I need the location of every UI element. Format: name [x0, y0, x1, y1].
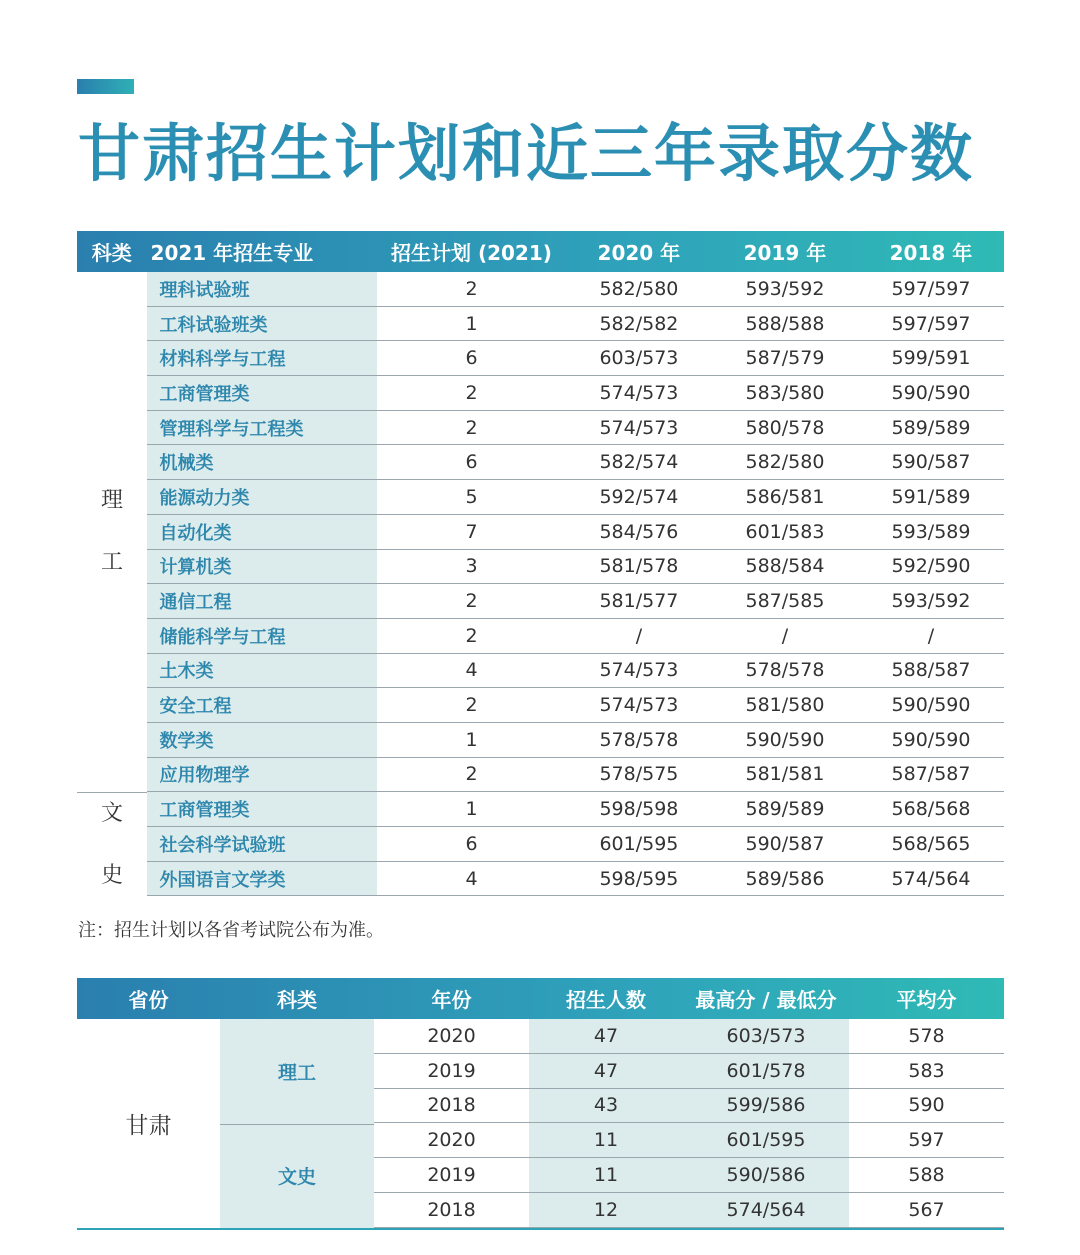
category-char: 理 [100, 488, 123, 514]
table-row [77, 445, 1004, 480]
table-row [77, 272, 1004, 307]
major-cell: 外国语言文学类 [147, 862, 378, 896]
plan-cell: 1 [465, 312, 478, 335]
major-cell: 管理科学与工程类 [147, 411, 378, 445]
score-2019-cell: 589/586 [745, 867, 825, 890]
page-title: 甘肃招生计划和近三年录取分数 [78, 117, 975, 190]
table-rows [374, 1019, 1004, 1228]
table-bottom-rule [77, 1228, 1004, 1230]
average-cell: 597 [908, 1129, 945, 1152]
major-cell: 机械类 [147, 445, 378, 479]
score-2020-cell: 582/574 [599, 451, 679, 474]
score-2018-cell: 597/597 [891, 277, 971, 300]
score-cell: 601/578 [726, 1059, 806, 1082]
group-separator [77, 792, 147, 793]
score-2020-cell: 603/573 [599, 347, 679, 370]
plan-cell: 1 [465, 728, 478, 751]
average-cell: 567 [908, 1198, 945, 1221]
score-2019-cell: 578/578 [745, 659, 825, 682]
score-2020-cell: 578/575 [599, 763, 679, 786]
plan-cell: 6 [465, 347, 478, 370]
score-2020-cell: / [635, 624, 643, 647]
header-score: 最高分 / 最低分 [695, 988, 837, 1012]
header-major: 2021 年招生专业 [150, 241, 314, 265]
table-row [77, 376, 1004, 411]
plan-cell: 2 [465, 694, 478, 717]
score-2020-cell: 574/573 [599, 659, 679, 682]
count-cell: 47 [593, 1024, 619, 1047]
score-2019-cell: 586/581 [745, 485, 825, 508]
group-separator [220, 1124, 374, 1125]
table-row [77, 862, 1004, 897]
header-plan: 招生计划 (2021) [391, 241, 552, 265]
category-char: 工 [100, 550, 123, 576]
major-cell: 计算机类 [147, 550, 378, 584]
major-cell: 工商管理类 [147, 792, 378, 826]
major-cell: 数学类 [147, 723, 378, 757]
table-row [374, 1019, 1004, 1054]
header-average: 平均分 [896, 988, 957, 1012]
score-2020-cell: 598/595 [599, 867, 679, 890]
header-2020: 2020 年 [597, 241, 681, 265]
year-cell: 2018 [427, 1094, 476, 1117]
major-cell: 材料科学与工程 [147, 341, 378, 375]
major-cell: 土木类 [147, 654, 378, 688]
score-2018-cell: 568/568 [891, 798, 971, 821]
score-2020-cell: 578/578 [599, 728, 679, 751]
score-2019-cell: 588/584 [745, 555, 825, 578]
score-2020-cell: 601/595 [599, 832, 679, 855]
score-2019-cell: / [781, 624, 789, 647]
score-2018-cell: 589/589 [891, 416, 971, 439]
score-2019-cell: 580/578 [745, 416, 825, 439]
score-2019-cell: 590/587 [745, 832, 825, 855]
table-row [374, 1123, 1004, 1158]
score-2020-cell: 582/582 [599, 312, 679, 335]
table-row [77, 688, 1004, 723]
table-row [374, 1054, 1004, 1089]
score-cell: 601/595 [726, 1129, 806, 1152]
score-2019-cell: 582/580 [745, 451, 825, 474]
score-2018-cell: / [927, 624, 935, 647]
score-cell: 603/573 [726, 1024, 806, 1047]
major-cell: 安全工程 [147, 688, 378, 722]
footnote: 注：招生计划以各省考试院公布为准。 [78, 920, 384, 941]
score-2018-cell: 574/564 [891, 867, 971, 890]
plan-cell: 2 [465, 277, 478, 300]
table-row [77, 792, 1004, 827]
year-cell: 2019 [427, 1059, 476, 1082]
score-2018-cell: 590/590 [891, 381, 971, 404]
score-2020-cell: 574/573 [599, 694, 679, 717]
major-cell: 理科试验班 [147, 272, 378, 306]
header-category: 科类 [91, 241, 132, 265]
average-cell: 590 [908, 1094, 945, 1117]
major-cell: 自动化类 [147, 515, 378, 549]
score-2019-cell: 590/590 [745, 728, 825, 751]
major-cell: 应用物理学 [147, 758, 378, 792]
plan-cell: 2 [465, 381, 478, 404]
count-cell: 11 [593, 1164, 619, 1187]
score-2019-cell: 587/579 [745, 347, 825, 370]
score-2018-cell: 590/590 [891, 694, 971, 717]
plan-cell: 1 [465, 798, 478, 821]
year-cell: 2020 [427, 1024, 476, 1047]
score-2019-cell: 583/580 [745, 381, 825, 404]
count-cell: 47 [593, 1059, 619, 1082]
plan-cell: 2 [465, 624, 478, 647]
province-cell: 甘肃 [125, 1113, 172, 1139]
score-2019-cell: 601/583 [745, 520, 825, 543]
average-cell: 578 [908, 1024, 945, 1047]
score-2020-cell: 581/578 [599, 555, 679, 578]
table-row [77, 515, 1004, 550]
score-2018-cell: 568/565 [891, 832, 971, 855]
score-2020-cell: 574/573 [599, 381, 679, 404]
plan-cell: 6 [465, 832, 478, 855]
category-group-label [77, 273, 147, 792]
table-row [77, 480, 1004, 515]
count-cell: 12 [593, 1198, 619, 1221]
score-2020-cell: 582/580 [599, 277, 679, 300]
admission-plan-table [77, 231, 1004, 896]
table-header [77, 978, 1004, 1019]
score-2018-cell: 597/597 [891, 312, 971, 335]
table-row [77, 827, 1004, 862]
table-row [77, 341, 1004, 376]
score-2019-cell: 581/580 [745, 694, 825, 717]
plan-cell: 3 [465, 555, 478, 578]
count-cell: 43 [593, 1094, 619, 1117]
plan-cell: 4 [465, 659, 478, 682]
plan-cell: 6 [465, 451, 478, 474]
plan-cell: 7 [465, 520, 478, 543]
year-cell: 2020 [427, 1129, 476, 1152]
category-char: 文 [100, 800, 123, 826]
plan-cell: 5 [465, 485, 478, 508]
score-cell: 574/564 [726, 1198, 806, 1221]
major-cell: 能源动力类 [147, 480, 378, 514]
score-2020-cell: 598/598 [599, 798, 679, 821]
table-header [77, 231, 1004, 272]
major-cell: 通信工程 [147, 584, 378, 618]
score-2018-cell: 592/590 [891, 555, 971, 578]
header-year: 年份 [431, 988, 472, 1012]
table-row [77, 723, 1004, 758]
score-2018-cell: 588/587 [891, 659, 971, 682]
table-body [77, 272, 1004, 896]
score-2020-cell: 581/577 [599, 590, 679, 613]
category-char: 史 [100, 862, 123, 888]
header-2018: 2018 年 [889, 241, 973, 265]
major-cell: 工科试验班类 [147, 307, 378, 341]
score-2019-cell: 593/592 [745, 277, 825, 300]
plan-cell: 2 [465, 763, 478, 786]
table-row [77, 619, 1004, 654]
score-cell: 599/586 [726, 1094, 806, 1117]
score-2018-cell: 590/590 [891, 728, 971, 751]
score-cell: 590/586 [726, 1164, 806, 1187]
score-2020-cell: 574/573 [599, 416, 679, 439]
score-2018-cell: 599/591 [891, 347, 971, 370]
table-row [77, 307, 1004, 342]
table-row [77, 584, 1004, 619]
score-2018-cell: 593/592 [891, 590, 971, 613]
score-2019-cell: 587/585 [745, 590, 825, 613]
category-group-label [77, 794, 147, 896]
major-cell: 储能科学与工程 [147, 619, 378, 653]
category-cell: 理工 [277, 1061, 316, 1084]
score-2020-cell: 584/576 [599, 520, 679, 543]
header-province: 省份 [128, 988, 169, 1012]
year-cell: 2019 [427, 1164, 476, 1187]
score-2018-cell: 593/589 [891, 520, 971, 543]
accent-bar [77, 79, 134, 94]
category-cell: 文史 [277, 1166, 316, 1188]
plan-cell: 2 [465, 416, 478, 439]
table-row [374, 1158, 1004, 1193]
table-row [77, 411, 1004, 446]
plan-cell: 2 [465, 590, 478, 613]
score-2018-cell: 587/587 [891, 763, 971, 786]
plan-cell: 4 [465, 867, 478, 890]
major-cell: 社会科学试验班 [147, 827, 378, 861]
table-row [374, 1089, 1004, 1124]
score-2019-cell: 581/581 [745, 763, 825, 786]
average-cell: 583 [908, 1059, 945, 1082]
score-2018-cell: 590/587 [891, 451, 971, 474]
major-cell: 工商管理类 [147, 376, 378, 410]
average-cell: 588 [908, 1164, 945, 1187]
table-row [77, 654, 1004, 689]
table-row [374, 1193, 1004, 1228]
header-category: 科类 [277, 988, 317, 1012]
table-row [77, 550, 1004, 585]
table-row [77, 758, 1004, 793]
score-summary-table [77, 978, 1004, 1228]
count-cell: 11 [593, 1129, 619, 1152]
score-2019-cell: 589/589 [745, 798, 825, 821]
score-2018-cell: 591/589 [891, 485, 971, 508]
score-2019-cell: 588/588 [745, 312, 825, 335]
score-2020-cell: 592/574 [599, 485, 679, 508]
year-cell: 2018 [427, 1198, 476, 1221]
header-count: 招生人数 [566, 988, 646, 1012]
header-2019: 2019 年 [743, 241, 827, 265]
table-body [77, 1019, 1004, 1228]
